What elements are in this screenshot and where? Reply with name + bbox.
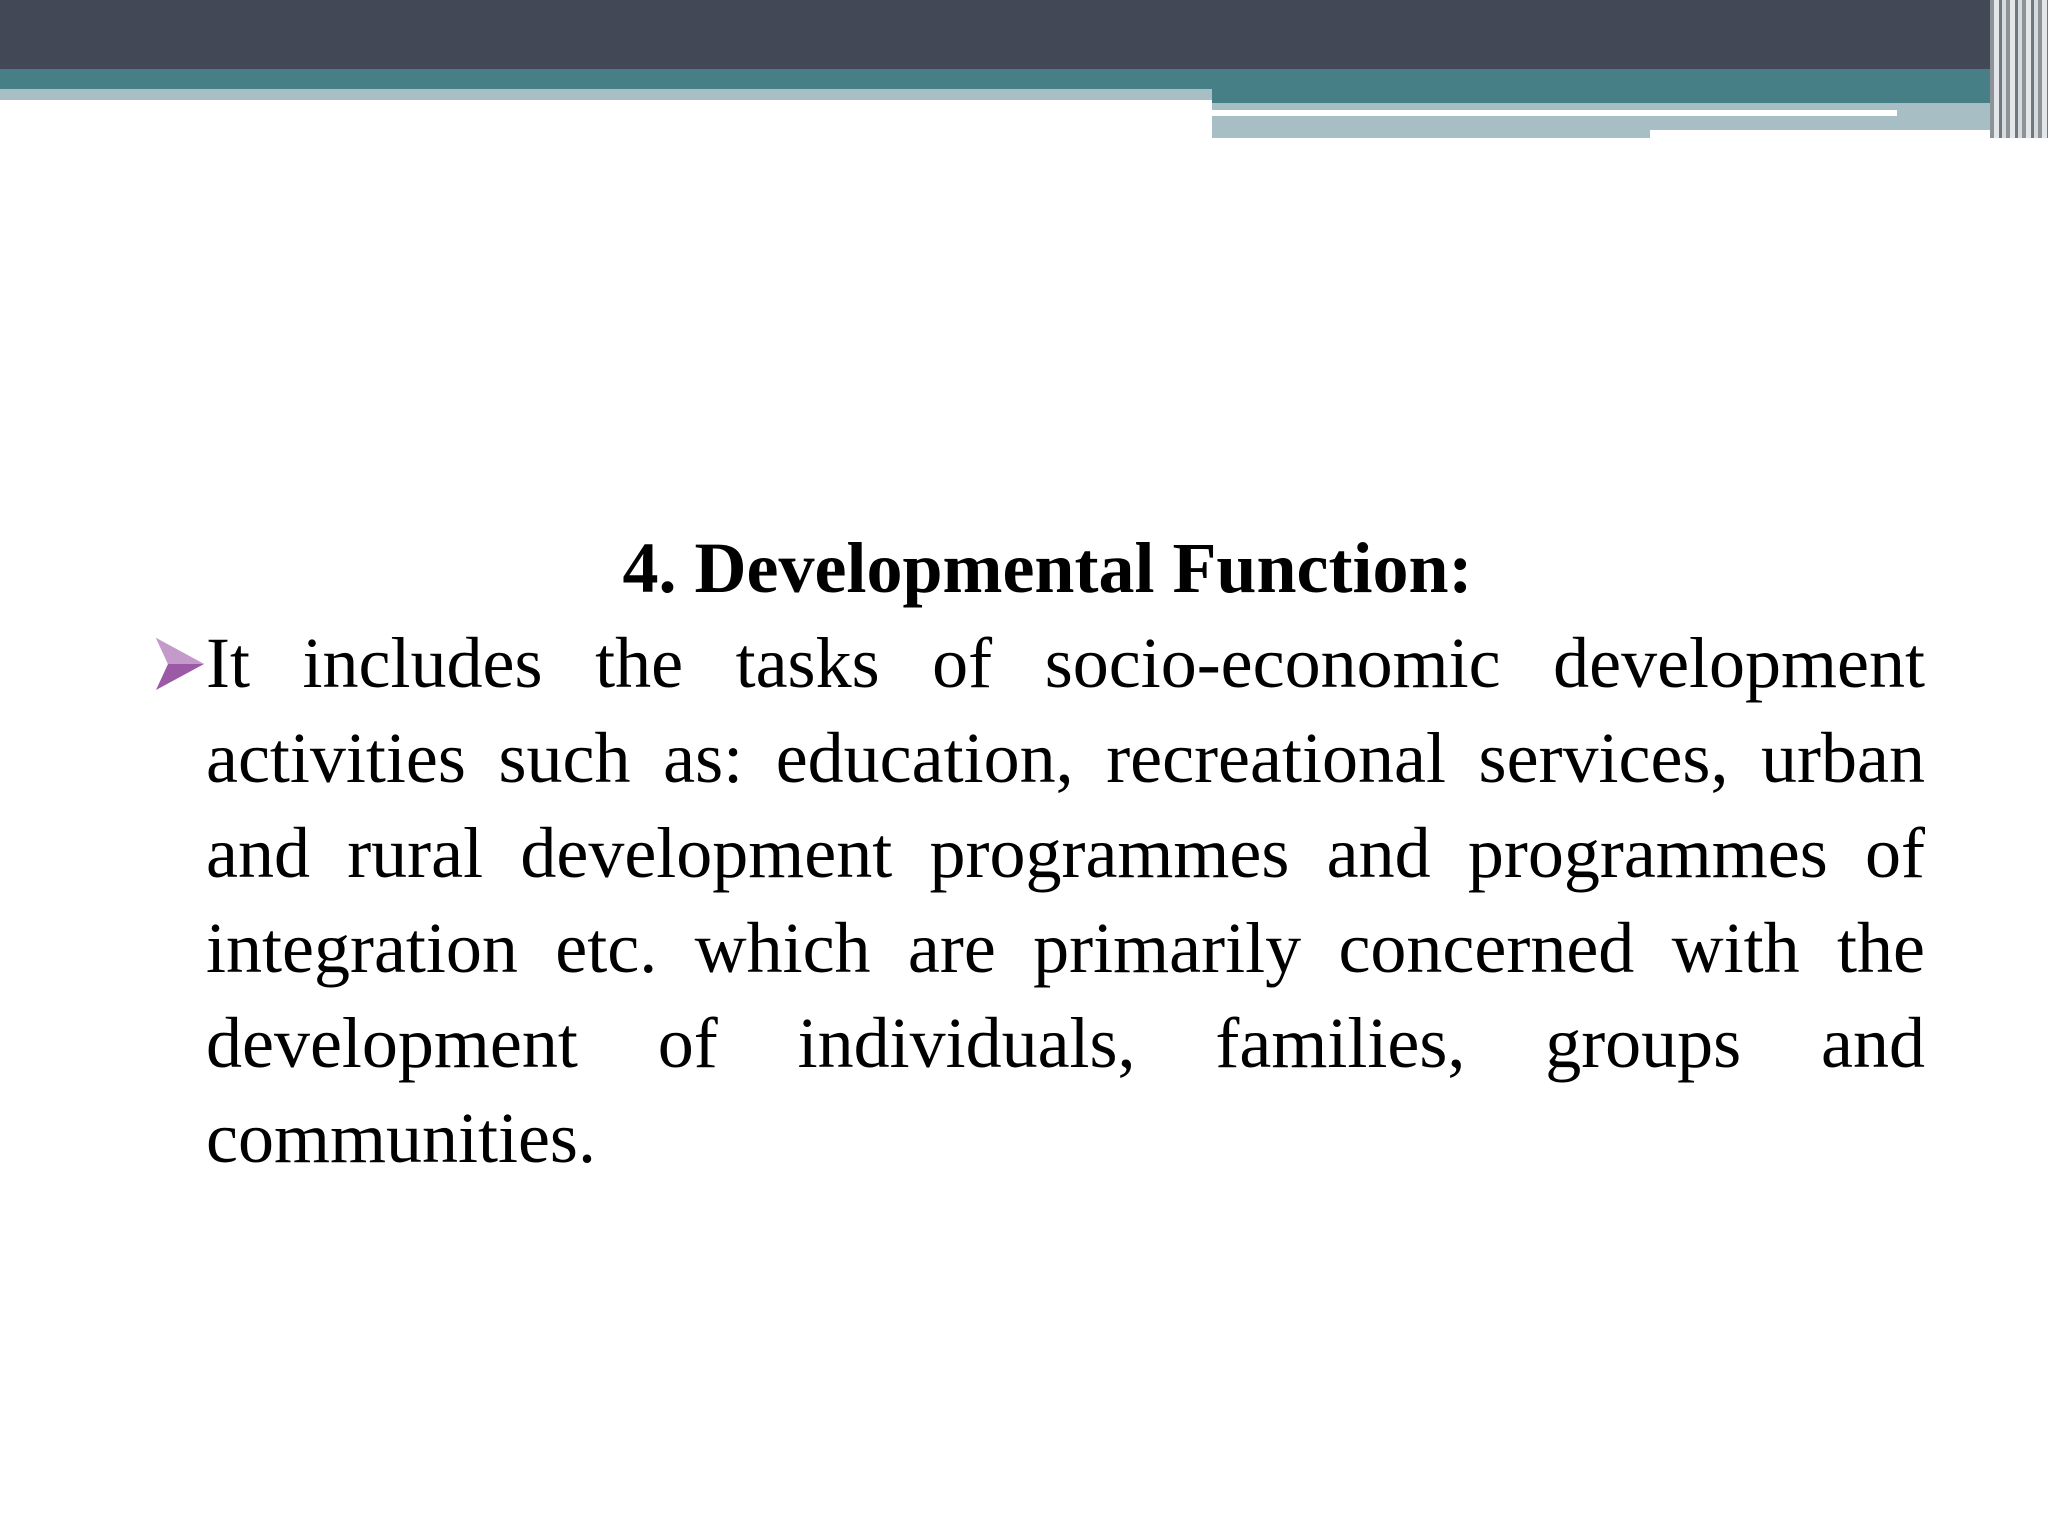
header-band-light-left <box>0 89 1212 100</box>
header-band-dark <box>0 0 2048 69</box>
header-band-teal-right <box>1212 89 2048 103</box>
bullet-text: It includes the tasks of socio-economic development activities such as: education, recreational services, urban and rural development programmes and programmes of integration etc. which are primarily concerned with the development of individuals, families, groups and communities. <box>206 623 1925 1178</box>
slide-heading: 4. Developmental Function: <box>622 528 1473 608</box>
header-divider-line <box>1212 110 1897 116</box>
slide-content <box>150 520 1925 1186</box>
header-band-teal <box>0 69 2048 89</box>
header-divider-line-short <box>1650 130 2048 138</box>
bullet-item <box>150 616 1925 1186</box>
arrowhead-bullet-icon <box>154 634 206 694</box>
header-stripes-decoration <box>1990 0 2048 138</box>
